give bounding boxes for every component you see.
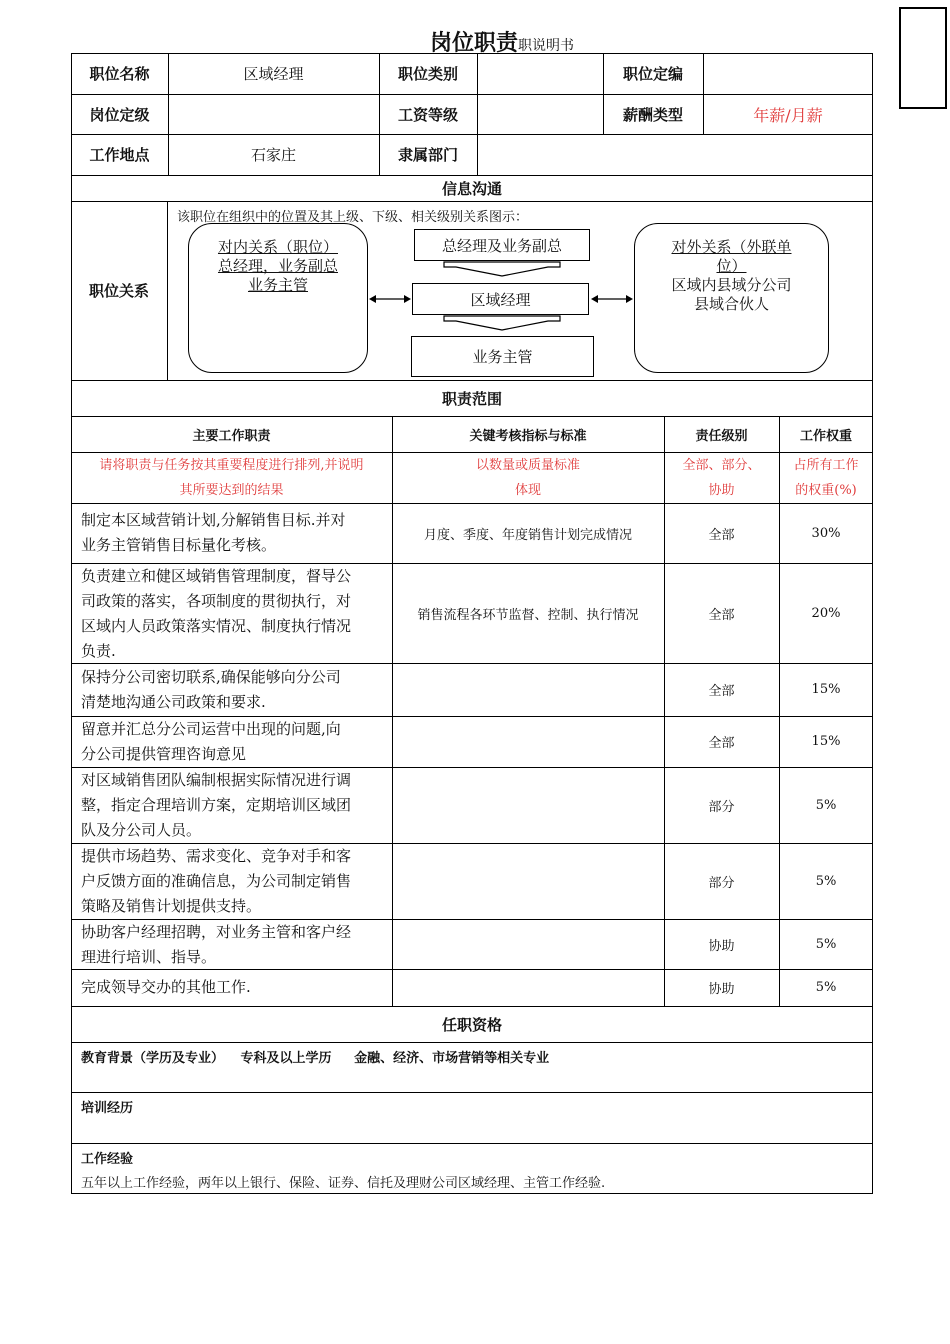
external-relations-title2: 位） [716,257,747,275]
duty-line: 保持分公司密切联系,确保能够向分公司 [81,668,341,686]
label-position-category: 职位类别 [397,65,458,83]
duty-line: 协助客户经理招聘，对业务主管和客户经 [81,923,352,941]
external-relations-line1: 区域内县域分公司 [671,276,792,294]
instruction-duties [71,452,392,503]
duty-weight: 15% [811,682,841,697]
header-weight: 工作权重 [799,428,852,444]
duty-text [81,717,387,767]
duty-kpi: 销售流程各环节监督、控制、执行情况 [417,607,639,623]
instruction-level [664,452,779,503]
instruction-line: 体现 [514,482,541,498]
arrow-right-icon [626,295,633,303]
instruction-line: 其所要达到的结果 [179,482,284,498]
internal-relations-title: 对内关系（职位） [217,238,338,256]
duty-text [81,508,387,558]
education-row [81,1047,549,1066]
instruction-line: 请将职责与任务按其重要程度进行排列,并说明 [99,457,364,473]
label-salary-level: 工资等级 [397,105,458,124]
external-relations-line2: 县域合伙人 [693,295,769,313]
header-main-duties: 主要工作职责 [192,428,271,444]
label-pay-type: 薪酬类型 [622,105,683,124]
relations-caption: 该职位在组织中的位置及其上级、下级、相关级别关系图示： [177,210,529,225]
label-location: 工作地点 [89,146,150,164]
label-position-relations: 职位关系 [88,282,149,300]
duty-weight: 5% [815,873,837,889]
internal-relations-line1: 总经理，业务副总 [217,257,338,275]
duty-level: 全部 [708,684,735,699]
duty-kpi [392,969,664,1006]
duty-weight: 5% [815,797,837,813]
duty-level: 协助 [708,938,735,954]
superior-box: 总经理及业务副总 [414,229,590,261]
duty-kpi [392,767,664,843]
duty-line: 留意并汇总分公司运营中出现的问题,向 [81,720,341,738]
value-position-name: 区域经理 [243,65,304,83]
duty-text [81,920,387,970]
duty-line: 清楚地沟通公司政策和要求. [81,693,266,711]
title-sub: 职说明书 [518,38,575,54]
duty-kpi [392,919,664,969]
duty-level: 协助 [708,982,735,997]
label-position-name: 职位名称 [89,65,150,83]
duty-line: 业务主管销售目标量化考核。 [81,536,277,554]
label-department: 隶属部门 [397,146,458,164]
arrow-down-icon [444,262,560,276]
experience-label: 工作经验 [81,1152,134,1167]
instruction-line: 协助 [708,482,735,498]
value-pay-type: 年薪/月薪 [753,105,823,125]
subordinate-box: 业务主管 [411,336,594,377]
duty-line: 提供市场趋势、需求变化、竞争对手和客 [81,847,352,865]
arrow-right-icon [404,295,411,303]
duty-text [81,975,387,1000]
duty-level: 全部 [708,736,735,751]
duty-line: 区域内人员政策落实情况、制度执行情况 [81,617,352,635]
education-major: 金融、经济、市场营销等相关专业 [354,1051,550,1066]
duty-text [81,665,387,715]
duty-level: 部分 [708,799,735,815]
label-grade: 岗位定级 [89,105,150,124]
duty-weight: 5% [815,980,837,995]
duty-text [81,844,387,919]
header-responsibility-level: 责任级别 [695,428,748,444]
duty-weight: 30% [811,525,841,541]
duty-weight: 20% [811,605,841,621]
external-relations-title1: 对外关系（外联单 [671,238,792,256]
duty-line: 分公司提供管理咨询意见 [81,745,247,763]
internal-relations-line2: 业务主管 [247,276,308,294]
arrow-down-icon [444,316,560,330]
duty-kpi [392,843,664,919]
duty-line: 理进行培训、指导。 [81,948,217,966]
duty-line: 整，指定合理培训方案，定期培训区域团 [81,796,352,814]
arrow-left-icon [591,295,598,303]
duty-line: 负责建立和健区域销售管理制度，督导公 [81,567,352,585]
experience-text: 五年以上工作经验，两年以上银行、保险、证券、信托及理财公司区域经理、主管工作经验. [81,1176,606,1191]
instruction-weight [779,452,873,503]
duty-text [81,768,387,843]
instruction-line: 占所有工作 [793,457,859,473]
duty-text [81,564,387,664]
duty-line: 户反馈方面的准确信息，为公司制定销售 [81,872,352,890]
current-position-box: 区域经理 [412,283,589,315]
section-info: 信息沟通 [441,179,502,198]
duty-kpi: 月度、季度、年度销售计划完成情况 [423,527,632,543]
duty-line: 对区域销售团队编制根据实际情况进行调 [81,771,352,789]
duty-line: 策略及销售计划提供支持。 [81,897,262,915]
label-headcount: 职位定编 [622,65,683,83]
instruction-line: 的权重(%) [795,482,857,498]
title-main: 岗位职责 [430,31,519,56]
instruction-kpi [392,452,664,503]
duty-weight: 15% [811,734,841,749]
duty-level: 全部 [708,607,735,623]
education-label: 教育背景（学历及专业） [81,1051,225,1066]
section-qualifications: 任职资格 [441,1015,502,1034]
header-kpi: 关键考核指标与标准 [469,428,587,444]
duty-weight: 5% [815,936,837,952]
duty-kpi [392,663,664,716]
duty-level: 全部 [708,527,735,543]
training-label: 培训经历 [81,1101,134,1116]
arrow-left-icon [369,295,376,303]
duty-line: 队及分公司人员。 [81,821,202,839]
duty-kpi [392,716,664,767]
duty-line: 司政策的落实，各项制度的贯彻执行，对 [81,592,352,610]
duty-line: 负责. [81,642,116,660]
instruction-line: 全部、部分、 [682,457,761,473]
duty-level: 部分 [708,875,735,891]
education-degree: 专科及以上学历 [240,1051,332,1066]
value-location: 石家庄 [250,146,296,164]
duty-line: 制定本区域营销计划,分解销售目标.并对 [81,511,346,529]
section-duties: 职责范围 [441,389,502,408]
instruction-line: 以数量或质量标准 [475,457,580,473]
duty-line: 完成领导交办的其他工作. [81,978,251,996]
